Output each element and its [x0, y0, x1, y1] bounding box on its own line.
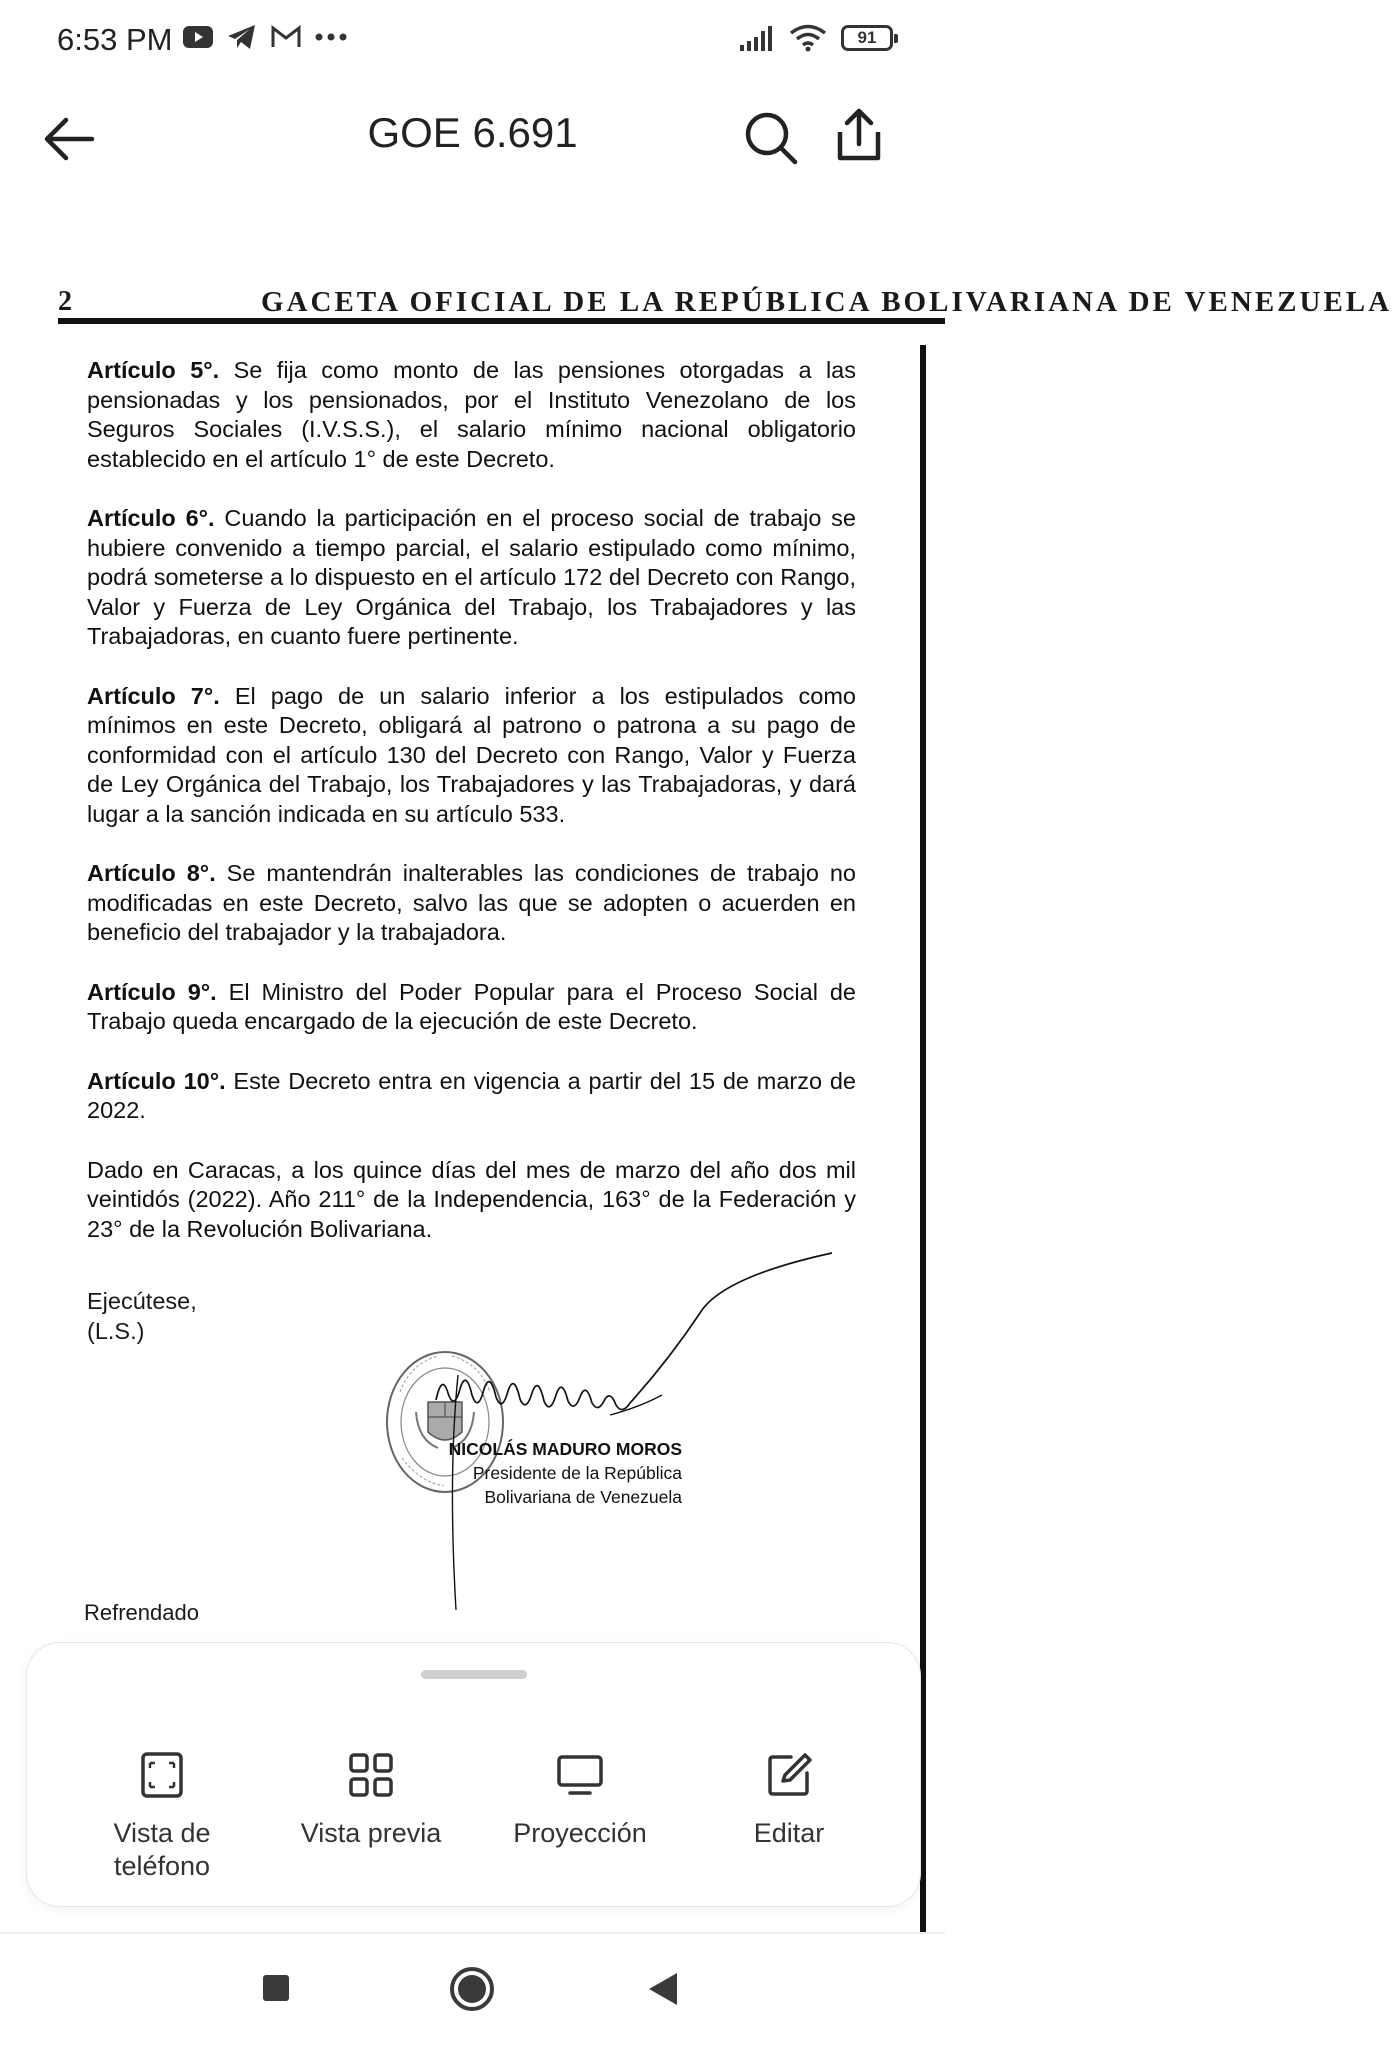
search-icon[interactable]	[742, 104, 800, 170]
preview-label: Vista previa	[300, 1818, 442, 1848]
battery-icon: 91	[841, 25, 893, 51]
preview-grid-icon	[347, 1751, 395, 1799]
gmail-icon	[271, 25, 301, 49]
preview-button[interactable]	[271, 1751, 471, 1850]
edit-label: Editar	[753, 1818, 825, 1848]
article-8: Artículo 8°. Se mantendrán inalterables las condiciones de trabajo no modificadas en este Decreto, salvo las que se adopten o acuerden en beneficio del trabajador y la trabajadora.	[87, 860, 856, 945]
ejecutese-block	[87, 1286, 197, 1346]
ejecutese-text: Ejecútese,	[87, 1288, 197, 1314]
projection-label: Proyección	[513, 1818, 647, 1848]
projection-button[interactable]	[480, 1751, 680, 1850]
signer-name: NICOLÁS MADURO MOROS	[448, 1439, 682, 1459]
home-circle-icon[interactable]	[449, 1966, 495, 2012]
projection-icon	[556, 1751, 604, 1799]
signature-icon	[400, 1255, 850, 1615]
youtube-icon	[183, 26, 213, 48]
page-number: 2	[58, 286, 72, 317]
article-7: Artículo 7°. El pago de un salario inferior a los estipulados como mínimos en este Decreto, obligará al patrono o patrona a su pago de conformidad con el artículo 130 del Decreto con Rango, Valor y Fuerza de Ley Orgánica del Trabajo, los Trabajadores y las Trabajadoras, y dará lugar a la sanción indicada en su artículo 533.	[87, 682, 857, 827]
document-body	[87, 356, 856, 1244]
back-triangle-icon[interactable]	[648, 1972, 678, 2006]
phone-view-label: Vista de teléfono	[113, 1818, 211, 1881]
document-title: GOE 6.691	[367, 109, 578, 156]
app-bar	[0, 84, 945, 194]
signer-title-1: Presidente de la República	[472, 1463, 682, 1483]
edit-icon	[765, 1751, 813, 1799]
refrendado-text: Refrendado	[84, 1600, 199, 1625]
article-9: Artículo 9°. El Ministro del Poder Popular para el Proceso Social de Trabajo queda encargado de la ejecución de este Decreto.	[87, 978, 856, 1034]
dado-en-caracas: Dado en Caracas, a los quince días del mes de marzo del año dos mil veintidós (2022). Año 211° de la Independencia, 163° de la Federación y 23° de la Revolución Bolivariana.	[87, 1156, 856, 1242]
article-10: Artículo 10°. Este Decreto entra en vigencia a partir del 15 de marzo de 2022.	[87, 1067, 856, 1123]
system-nav-bar	[0, 1934, 945, 2048]
phone-view-button[interactable]	[62, 1751, 262, 1883]
status-bar	[0, 0, 945, 84]
header-rule	[58, 318, 945, 324]
gaceta-header-title: GACETA OFICIAL DE LA REPÚBLICA BOLIVARIANA DE VENEZUELA	[261, 286, 1392, 318]
more-dots-icon	[315, 32, 347, 42]
wifi-icon	[789, 24, 827, 52]
share-icon[interactable]	[830, 102, 888, 168]
edit-button[interactable]	[689, 1751, 889, 1850]
ls-text: (L.S.)	[87, 1318, 145, 1344]
sheet-drag-handle[interactable]	[421, 1670, 527, 1679]
article-5: Artículo 5°. Se fija como monto de las pensiones otorgadas a las pensionadas y los pensionados, por el Instituto Venezolano de los Seguros Sociales (I.V.S.S.), el salario mínimo nacional obligatorio establecido en el artículo 1° de este Decreto.	[87, 357, 856, 472]
phone-view-icon	[138, 1751, 186, 1799]
signal-icon	[739, 25, 775, 51]
status-time: 6:53 PM	[57, 22, 173, 57]
recents-square-icon[interactable]	[262, 1974, 290, 2002]
signer-block	[440, 1437, 682, 1509]
telegram-icon	[227, 24, 257, 50]
article-6: Artículo 6°. Cuando la participación en el proceso social de trabajo se hubiere convenido a tiempo parcial, el salario estipulado como mínimo, podrá someterse a lo dispuesto en el artículo 172 del Decreto con Rango, Valor y Fuerza de Ley Orgánica del Trabajo, los Trabajadores y las Trabajadoras, en cuanto fuere pertinente.	[87, 505, 856, 649]
view-options-sheet	[26, 1642, 921, 1907]
signer-title-2: Bolivariana de Venezuela	[484, 1487, 682, 1507]
